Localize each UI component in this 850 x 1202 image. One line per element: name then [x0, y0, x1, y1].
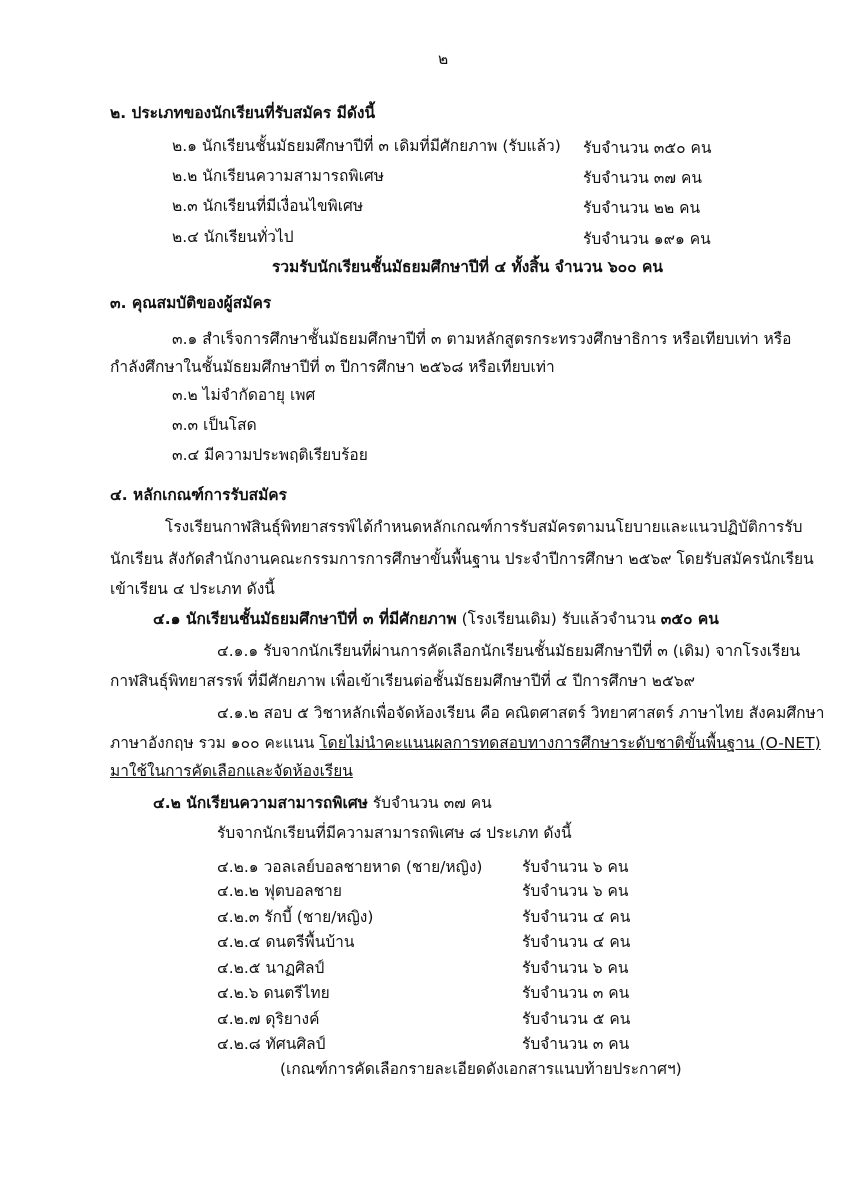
- subsection-4-1-count: ๓๕๐ คน: [660, 610, 719, 628]
- subsection-4-1-2-line-2: [110, 732, 821, 754]
- subsection-4-2-heading: [153, 792, 492, 814]
- talent-item-label: ๔.๒.๘ ทัศนศิลป์: [217, 1035, 326, 1053]
- talent-item-label: ๔.๒.๗ ดุริยางค์: [217, 1010, 320, 1028]
- talent-item-label: ๔.๒.๔ ดนตรีพื้นบ้าน: [217, 933, 355, 951]
- section-3-heading: ๓. คุณสมบัติของผู้สมัคร: [110, 294, 272, 312]
- talent-item-count: รับจำนวน ๔ คน: [522, 908, 631, 926]
- section-2-item-count: รับจำนวน ๑๙๑ คน: [583, 230, 711, 248]
- subsection-4-1-2-line-3: มาใช้ในการคัดเลือกและจัดห้องเรียน: [110, 762, 353, 780]
- talent-item-count: รับจำนวน ๓ คน: [522, 1035, 630, 1053]
- talent-item-count: รับจำนวน ๖ คน: [522, 858, 629, 876]
- subsection-4-2-detail: รับจำนวน ๓๗ คน: [367, 794, 492, 812]
- section-4-intro-line-2: นักเรียน สังกัดสำนักงานคณะกรรมการการศึกษาขั้นพื้นฐาน ประจำปีการศึกษา ๒๕๖๙ โดยรับสมัครนักเรียน: [110, 550, 814, 568]
- subsection-4-1-heading: [153, 608, 719, 630]
- section-3-item-1-line-2: กำลังศึกษาในชั้นมัธยมศึกษาปีที่ ๓ ปีการศึกษา ๒๕๖๘ หรือเทียบเท่า: [110, 358, 555, 376]
- section-2-heading: ๒. ประเภทของนักเรียนที่รับสมัคร มีดังนี้: [110, 104, 376, 122]
- selection-criteria-note: (เกณฑ์การคัดเลือกรายละเอียดดังเอกสารแนบท้ายประกาศฯ): [280, 1060, 682, 1078]
- section-2-item-count: รับจำนวน ๓๗ คน: [583, 169, 702, 187]
- section-3-item-3: ๓.๓ เป็นโสด: [172, 416, 257, 434]
- section-2-total: รวมรับนักเรียนชั้นมัธยมศึกษาปีที่ ๔ ทั้งสิ้น จำนวน ๖๐๐ คน: [272, 258, 663, 276]
- talent-item-count: รับจำนวน ๓ คน: [522, 984, 630, 1002]
- subsection-4-2-intro: รับจากนักเรียนที่มีความสามารถพิเศษ ๘ ประเภท ดังนี้: [217, 824, 572, 842]
- subsection-4-1-2-text: ภาษาอังกฤษ รวม ๑๐๐ คะแนน: [110, 734, 320, 752]
- section-4-heading: ๔. หลักเกณฑ์การรับสมัคร: [110, 486, 287, 504]
- subsection-4-1-detail: (โรงเรียนเดิม) รับแล้วจำนวน: [456, 610, 661, 628]
- page-number: ๒: [438, 50, 449, 68]
- section-2-item-count: รับจำนวน ๒๒ คน: [583, 199, 701, 217]
- talent-item-count: รับจำนวน ๕ คน: [522, 1010, 631, 1028]
- section-3-item-1-line-1: ๓.๑ สำเร็จการศึกษาชั้นมัธยมศึกษาปีที่ ๓ ตามหลักสูตรกระทรวงศึกษาธิการ หรือเทียบเท่า หรือ: [172, 330, 792, 348]
- talent-item-label: ๔.๒.๕ นาฏศิลป์: [217, 959, 325, 977]
- section-2-item-label: ๒.๔ นักเรียนทั่วไป: [172, 228, 294, 246]
- subsection-4-1-2-line-1: ๔.๑.๒ สอบ ๕ วิชาหลักเพื่อจัดห้องเรียน คือ คณิตศาสตร์ วิทยาศาสตร์ ภาษาไทย สังคมศึกษา: [217, 704, 825, 722]
- talent-item-label: ๔.๒.๖ ดนตรีไทย: [217, 984, 330, 1002]
- talent-item-label: ๔.๒.๑ วอลเลย์บอลชายหาด (ชาย/หญิง): [217, 858, 483, 876]
- section-2-item-count: รับจำนวน ๓๕๐ คน: [583, 139, 712, 157]
- section-2-item-label: ๒.๓ นักเรียนที่มีเงื่อนไขพิเศษ: [172, 197, 364, 215]
- section-2-item-label: ๒.๑ นักเรียนชั้นมัธยมศึกษาปีที่ ๓ เดิมที่มีศักยภาพ (รับแล้ว): [172, 137, 561, 155]
- section-2-item-label: ๒.๒ นักเรียนความสามารถพิเศษ: [172, 167, 384, 185]
- talent-item-label: ๔.๒.๓ รักบี้ (ชาย/หญิง): [217, 908, 374, 926]
- talent-item-label: ๔.๒.๒ ฟุตบอลชาย: [217, 882, 342, 900]
- subsection-4-1-2-underlined-text: โดยไม่นำคะแนนผลการทดสอบทางการศึกษาระดับชาติขั้นพื้นฐาน (O-NET): [319, 734, 821, 752]
- subsection-4-1-title: ๔.๑ นักเรียนชั้นมัธยมศึกษาปีที่ ๓ ที่มีศักยภาพ: [153, 610, 457, 628]
- subsection-4-1-1-line-1: ๔.๑.๑ รับจากนักเรียนที่ผ่านการคัดเลือกนักเรียนชั้นมัธยมศึกษาปีที่ ๓ (เดิม) จากโรงเรียน: [217, 642, 801, 660]
- subsection-4-1-1-line-2: กาฬสินธุ์พิทยาสรรพ์ ที่มีศักยภาพ เพื่อเข้าเรียนต่อชั้นมัธยมศึกษาปีที่ ๔ ปีการศึกษา ๒๕๖๙: [110, 672, 695, 690]
- talent-item-count: รับจำนวน ๖ คน: [522, 882, 629, 900]
- section-3-item-2: ๓.๒ ไม่จำกัดอายุ เพศ: [172, 386, 316, 404]
- section-3-item-4: ๓.๔ มีความประพฤติเรียบร้อย: [172, 446, 368, 464]
- talent-item-count: รับจำนวน ๔ คน: [522, 933, 631, 951]
- section-4-intro-line-1: โรงเรียนกาฬสินธุ์พิทยาสรรพ์ได้กำหนดหลักเกณฑ์การรับสมัครตามนโยบายและแนวปฏิบัติการรับ: [165, 518, 803, 536]
- talent-item-count: รับจำนวน ๖ คน: [522, 959, 629, 977]
- section-4-intro-line-3: เข้าเรียน ๔ ประเภท ดังนี้: [110, 580, 275, 598]
- subsection-4-2-title: ๔.๒ นักเรียนความสามารถพิเศษ: [153, 794, 368, 812]
